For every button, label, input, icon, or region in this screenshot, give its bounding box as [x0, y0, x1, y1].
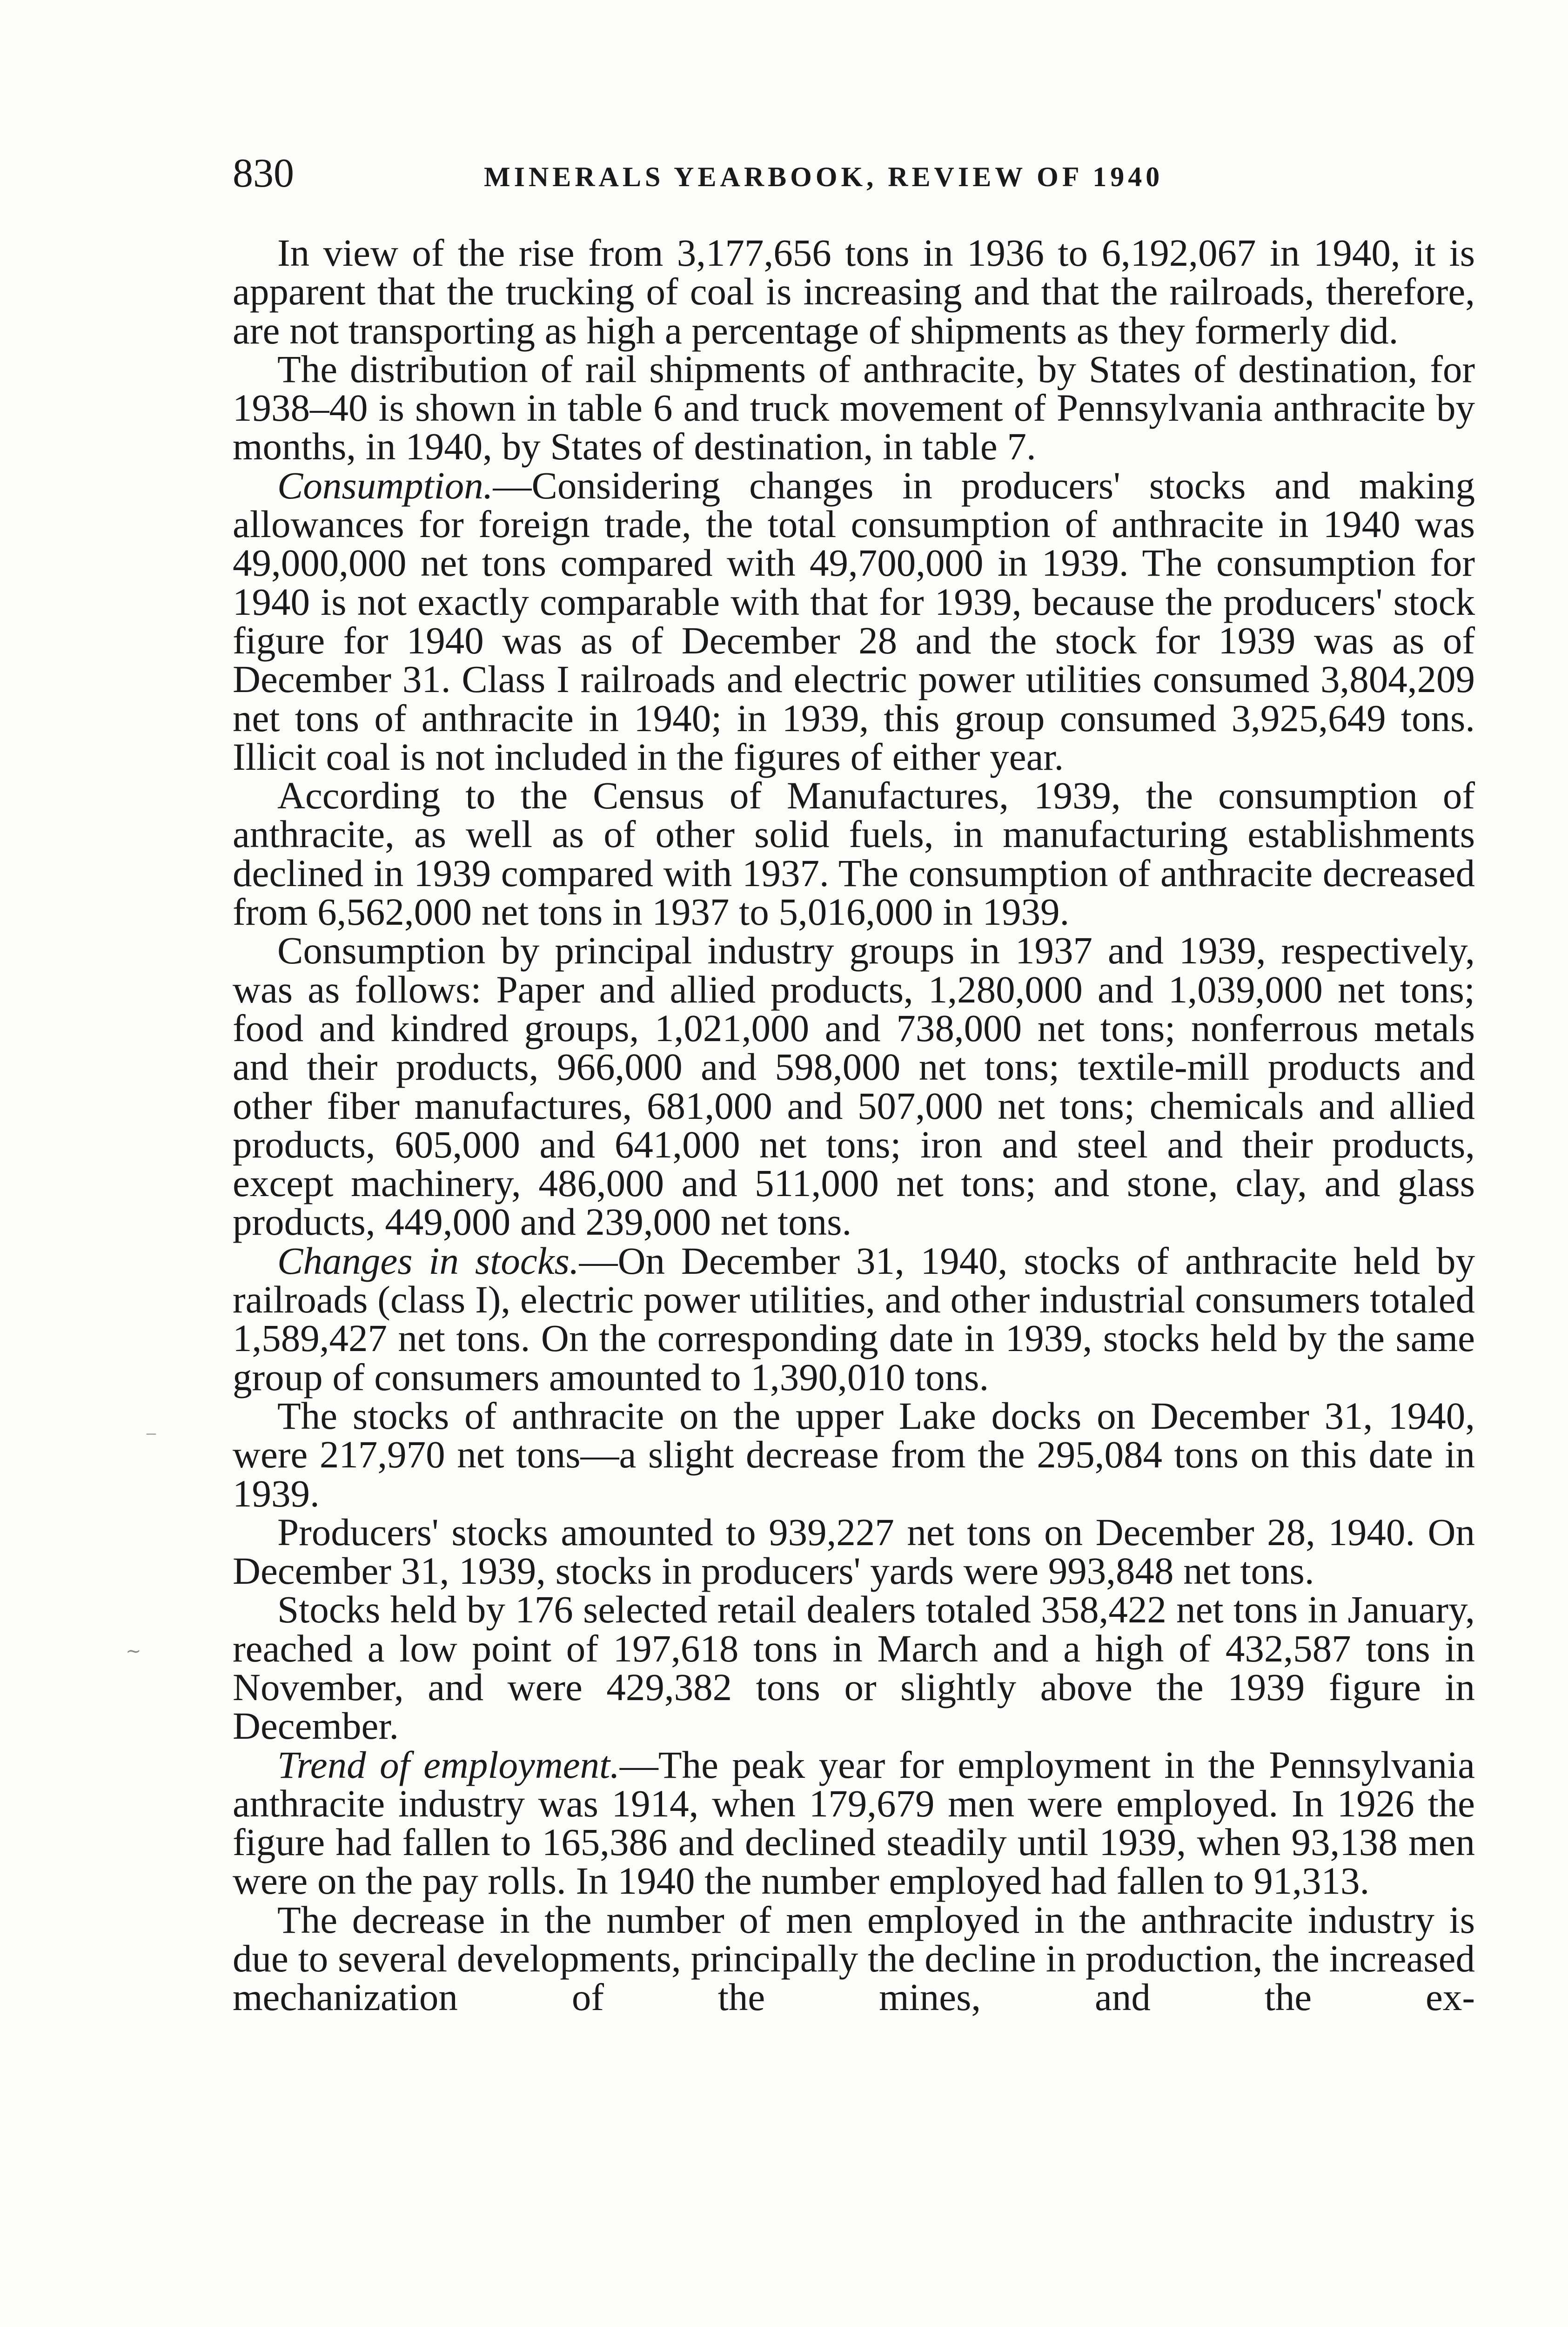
paragraph-decrease — [233, 1898, 1475, 2019]
section-heading-trend-of-employment: Trend of employment. — [277, 1743, 620, 1786]
running-title: MINERALS YEARBOOK, REVIEW OF 1940 — [484, 161, 1164, 192]
paragraph-producers-stocks — [233, 1510, 1475, 1593]
paragraph-text: The stocks of anthracite on the upper Lake docks on December 31, 1940, were 217,970 net tons—a slight decrease from the 295,084 tons on this date in 1939. — [233, 1394, 1475, 1515]
paragraph-consumption — [233, 466, 1475, 776]
paragraph-text: According to the Census of Manufactures, 1939, the consumption of anthracite, as well as of other solid fuels, in manufacturing establishments declined in 1939 compared with 1937. The consumption of anthracite decreased from 6,562,000 net tons in 1937 to 5,016,000 in 1939. — [233, 774, 1475, 934]
paragraph-trucking — [233, 231, 1475, 352]
paragraph-changes-in-stocks — [233, 1239, 1475, 1399]
paragraph-text: —Considering changes in producers' stocks and making allowances for foreign trade, the total consumption of anthracite in 1940 was 49,000,000 net tons compared with 49,700,000 in 1939. The consumption for 1940 is not exactly comparable with that for 1939, because the producers' stock figure for 1940 was as of December 28 and the stock for 1939 was as of December 31. Class I railroads and electric power utilities consumed 3,804,209 net tons of anthracite in 1940; in 1939, this group consumed 3,925,649 tons. Illicit coal is not included in the figures of either year. — [233, 464, 1475, 778]
paragraph-lake-docks — [233, 1394, 1475, 1515]
paragraph-text: Producers' stocks amounted to 939,227 net tons on December 28, 1940. On December 31, 1939, stocks in producers' yards were 993,848 net tons. — [233, 1510, 1475, 1593]
section-heading-consumption: Consumption. — [277, 464, 493, 507]
paragraph-retail-dealers — [233, 1588, 1475, 1748]
page-header — [233, 148, 1475, 199]
paragraph-text: The decrease in the number of men employed in the anthracite industry is due to several developments, principally the decline in production, the increased mechanization of the mines, and the ex- — [233, 1898, 1475, 2019]
paragraph-text: In view of the rise from 3,177,656 tons in 1936 to 6,192,067 in 1940, it is apparent that the trucking of coal is increasing and that the railroads, therefore, are not transporting as high a percentage of shipments as they formerly did. — [233, 231, 1475, 352]
margin-ink-mark: ∼ — [126, 1641, 141, 1661]
paragraph-text: —On December 31, 1940, stocks of anthracite held by railroads (class I), electric power utilities, and other industrial consumers totaled 1,589,427 net tons. On the corresponding date in 1939, stocks held by the same group of consumers amounted to 1,390,010 tons. — [233, 1239, 1475, 1399]
margin-tick-mark: – — [147, 1422, 156, 1443]
paragraph-distribution — [233, 347, 1475, 468]
paragraph-industry-groups — [233, 929, 1475, 1244]
paragraph-employment — [233, 1743, 1475, 1903]
section-heading-changes-in-stocks: Changes in stocks. — [277, 1239, 579, 1282]
paragraph-text: —The peak year for employment in the Pennsylvania anthracite industry was 1914, when 179,679 men were employed. In 1926 the figure had fallen to 165,386 and declined steadily until 1939, when 93,138 men were on the pay rolls. In 1940 the number employed had fallen to 91,313. — [233, 1743, 1475, 1903]
paragraph-census — [233, 774, 1475, 934]
page-number: 830 — [233, 151, 294, 196]
paragraph-text: The distribution of rail shipments of anthracite, by States of destination, for 1938–40 is shown in table 6 and truck movement of Pennsylvania anthracite by months, in 1940, by States of destination, in table 7. — [233, 347, 1475, 468]
paragraph-text: Consumption by principal industry groups in 1937 and 1939, respectively, was as follows: Paper and allied products, 1,280,000 and 1,039,000 net tons; food and kindred groups, 1,021,000 and 738,000 net tons; nonferrous metals and their products, 966,000 and 598,000 net tons; textile-mill products and other fiber manufactures, 681,000 and 507,000 net tons; chemicals and allied products, 605,000 and 641,000 net tons; iron and steel and their products, except machinery, 486,000 and 511,000 net tons; and stone, clay, and glass products, 449,000 and 239,000 net tons. — [233, 929, 1475, 1244]
paragraph-text: Stocks held by 176 selected retail dealers totaled 358,422 net tons in January, reached a low point of 197,618 tons in March and a high of 432,587 tons in November, and were 429,382 tons or slightly above the 1939 figure in December. — [233, 1588, 1475, 1748]
body-text — [233, 231, 1475, 2019]
